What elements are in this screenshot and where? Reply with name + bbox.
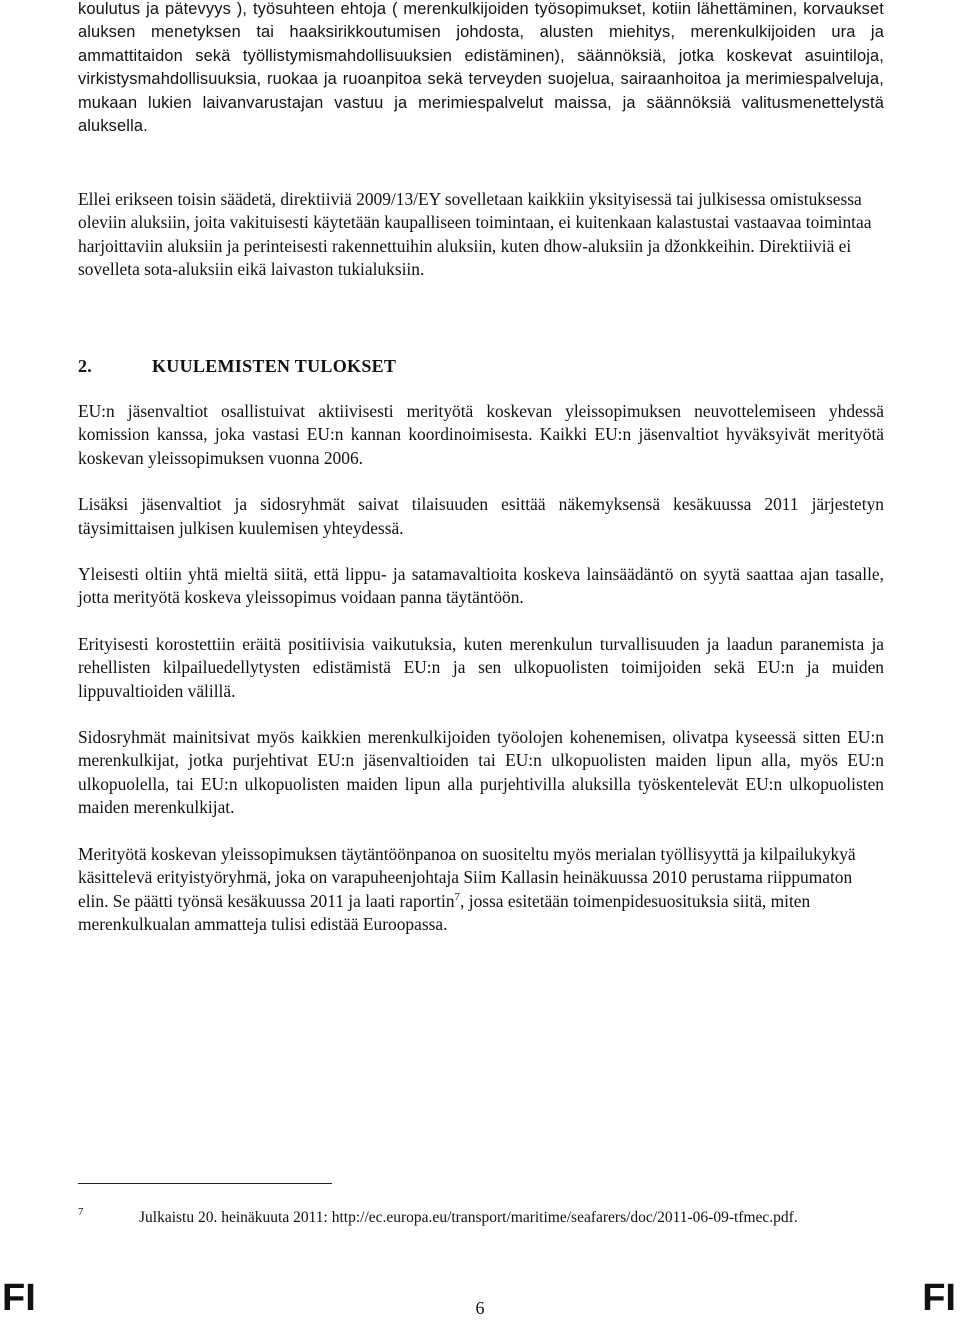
section-heading	[78, 356, 396, 377]
footnote-reference[interactable]: 7	[454, 890, 461, 903]
paragraph	[78, 843, 884, 937]
footnote-separator	[78, 1183, 332, 1184]
paragraph: Ellei erikseen toisin säädetä, direktiiviä 2009/13/EY sovelletaan kaikkiin yksityisessä tai julkisessa omistuksessa oleviin aluksiin, joita vakituisesti käytetään kaupalliseen toimintaan, ei kuitenkaan kalastustai vastaavaa toimintaa harjoittaviin aluksiin ja perinteisesti rakennettuihin aluksiin, kuten dhow-aluksiin ja džonkkeihin. Direktiiviä ei sovelleta sota-aluksiin eikä laivaston tukialuksiin.	[78, 189, 872, 280]
paragraph: Lisäksi jäsenvaltiot ja sidosryhmät saivat tilaisuuden esittää näkemyksensä kesäkuussa 2011 järjestetyn täysimittaisen julkisen kuulemisen yhteydessä.	[78, 494, 884, 538]
paragraph-scope-continued	[78, 0, 884, 138]
footer-language-left: FI	[2, 1277, 36, 1319]
footnote	[78, 1202, 884, 1228]
paragraph: Yleisesti oltiin yhtä mieltä siitä, että lippu- ja satamavaltioita koskeva lainsäädäntö on syytä saattaa ajan tasalle, jotta merityötä koskeva yleissopimus voidaan panna täytäntöön.	[78, 564, 884, 608]
footer-language-right: FI	[922, 1277, 956, 1319]
footnote-mark: 7	[78, 1206, 84, 1218]
paragraph: Erityisesti korostettiin eräitä positiivisia vaikutuksia, kuten merenkulun turvallisuuden ja laadun paranemista ja rehellisten kilpailuedellytysten edistämistä EU:n ja sen ulkopuolisten toimijoiden sekä EU:n ja muiden lippuvaltioiden välillä.	[78, 633, 884, 701]
paragraph: EU:n jäsenvaltiot osallistuivat aktiivisesti merityötä koskevan yleissopimuksen neuvottelemiseen yhdessä komission kanssa, joka vastasi EU:n kannan koordinoimisesta. Kaikki EU:n jäsenvaltiot hyväksyivät merityötä koskevan yleissopimuksen vuonna 2006.	[78, 401, 884, 468]
section-title: KUULEMISTEN TULOKSET	[152, 356, 397, 376]
paragraph-text: , jossa esitetään toimenpidesuosituksia siitä, miten merenkulkualan ammatteja tulisi edistää Euroopassa.	[78, 890, 811, 934]
footnote-text: Julkaistu 20. heinäkuuta 2011: http://ec.europa.eu/transport/maritime/seafarers/doc/2011-06-09-tfmec.pdf.	[139, 1209, 798, 1226]
page-number: 6	[475, 1298, 485, 1318]
paragraph-application	[78, 188, 884, 305]
paragraph: Sidosryhmät mainitsivat myös kaikkien merenkulkijoiden työolojen kohenemisen, olivatpa kyseessä sitten EU:n merenkulkijat, jotka purjehtivat EU:n jäsenvaltioiden tai EU:n ulkopuolisten maiden lipun alla, myös EU:n ulkopuolella, tai EU:n ulkopuolisten maiden lipun alla purjehtivilla aluksilla työskentelevät EU:n ulkopuolisten maiden merenkulkijat.	[78, 727, 884, 818]
paragraph-text: Merityötä koskevan yleissopimuksen täytäntöönpanoa on suositeltu myös merialan työllisyyttä ja kilpailukykyä käsittelevä erityistyöryhmä, joka on varapuheenjohtaja Siim Kallasin heinäkuussa 2010 perustama riippumaton elin. Se päätti työnsä kesäkuussa 2011 ja laati raportin	[78, 843, 856, 911]
consultation-results-body	[78, 400, 884, 959]
paragraph: koulutus ja pätevyys ), työsuhteen ehtoja ( merenkulkijoiden työsopimukset, kotiin lähettäminen, korvaukset aluksen menetyksen tai haaksirikkoutumisen johdosta, alusten miehitys, merenkulkijoiden ura ja ammattitaidon sekä työllistymismahdollisuuksien edistäminen), säännöksiä, jotka koskevat asuintiloja, virkistysmahdollisuuksia, ruokaa ja ruoanpitoa sekä terveyden suojelua, sairaanhoitoa ja merimiespalveluja, mukaan lukien laivanvarustajan vastuu ja merimiespalvelut maissa, ja säännöksiä valitusmenettelystä aluksella.	[78, 0, 884, 136]
section-number: 2.	[78, 356, 93, 376]
